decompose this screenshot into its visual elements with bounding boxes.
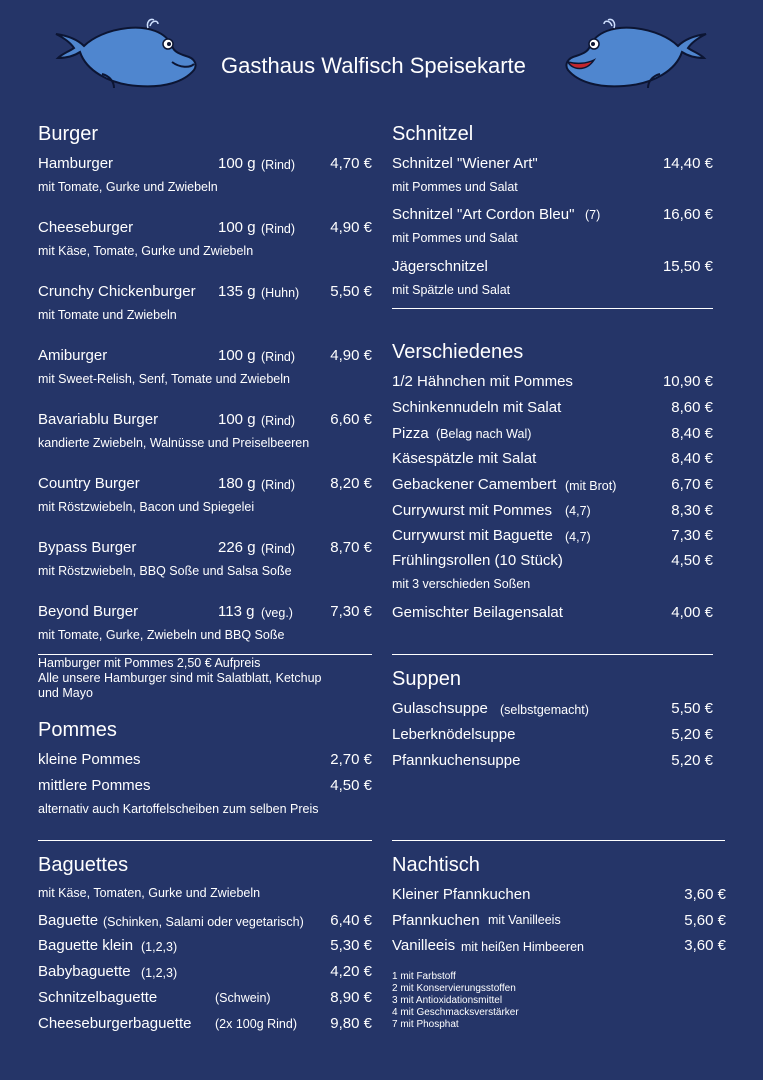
baguettes-heading: Baguettes: [38, 854, 129, 876]
item-price: 5,60 €: [684, 912, 726, 929]
item-extra: (2x 100g Rind): [215, 1017, 297, 1031]
item-price: 8,20 €: [330, 475, 372, 492]
item-name: Leberknödelsuppe: [392, 726, 516, 743]
item-name: Pfannkuchensuppe: [392, 752, 521, 769]
burger-note: Hamburger mit Pommes 2,50 € Aufpreis Alle unsere Hamburger sind mit Salatblatt, Ketchup und Mayo: [38, 656, 322, 700]
divider: [38, 654, 372, 655]
item-extra: (Schinken, Salami oder vegetarisch): [103, 915, 304, 929]
item-meat: (Rind): [261, 542, 296, 556]
item-extra: (mit Brot): [565, 479, 617, 493]
item-name: Baguette klein: [38, 937, 134, 954]
item-price: 8,70 €: [330, 539, 372, 556]
item-name: Cheeseburgerbaguette: [38, 1015, 192, 1032]
footnotes: [392, 971, 519, 1031]
item-name: Currywurst mit Baguette: [392, 527, 553, 544]
whale-left-icon: [52, 18, 202, 92]
item-price: 3,60 €: [684, 886, 726, 903]
item-price: 10,90 €: [662, 373, 713, 390]
item-desc: mit Sweet-Relish, Senf, Tomate und Zwiebeln: [38, 372, 290, 386]
item-name: Amiburger: [38, 347, 108, 364]
item-weight: 100 g: [218, 155, 256, 172]
item-meat: (Rind): [261, 350, 296, 364]
item-name: Käsespätzle mit Salat: [392, 450, 537, 467]
item-desc: mit Spätzle und Salat: [392, 283, 511, 297]
item-name: kleine Pommes: [38, 751, 141, 768]
item-desc: mit Tomate, Gurke, Zwiebeln und BBQ Soße: [38, 628, 285, 642]
footnote: 3 mit Antioxidationsmittel: [392, 995, 503, 1006]
item-extra: (Belag nach Wal): [436, 427, 532, 441]
item-name: Schnitzelbaguette: [38, 989, 158, 1006]
item-name: Gebackener Camembert: [392, 476, 557, 493]
item-name: Jägerschnitzel: [392, 258, 488, 275]
burger-heading: Burger: [38, 123, 99, 145]
item-extra: mit heißen Himbeeren: [461, 940, 584, 954]
item-extra: mit Vanilleeis: [488, 913, 561, 927]
item-desc: mit Käse, Tomate, Gurke und Zwiebeln: [38, 244, 254, 258]
item-weight: 226 g: [218, 539, 256, 556]
whale-right-icon: [560, 18, 710, 92]
pommes-heading: Pommes: [38, 719, 117, 741]
item-price: 4,70 €: [330, 155, 372, 172]
item-name: Cheeseburger: [38, 219, 134, 236]
item-price: 5,30 €: [330, 937, 372, 954]
divider: [392, 654, 713, 655]
item-desc: mit Pommes und Salat: [392, 231, 518, 245]
item-meat: (Rind): [261, 414, 296, 428]
item-price: 8,40 €: [671, 450, 713, 467]
item-price: 8,40 €: [671, 425, 713, 442]
footnote: 2 mit Konservierungsstoffen: [392, 983, 516, 994]
item-price: 8,60 €: [671, 399, 713, 416]
item-weight: 180 g: [218, 475, 256, 492]
baguettes-desc: mit Käse, Tomaten, Gurke und Zwiebeln: [38, 886, 261, 900]
suppen-heading: Suppen: [392, 668, 461, 690]
item-name: Baguette: [38, 912, 99, 929]
item-price: 6,70 €: [671, 476, 713, 493]
item-price: 14,40 €: [662, 155, 713, 172]
item-weight: 113 g: [218, 603, 255, 620]
item-price: 7,30 €: [671, 527, 713, 544]
item-desc: mit Pommes und Salat: [392, 180, 518, 194]
item-price: 4,20 €: [330, 963, 372, 980]
item-name: Crunchy Chickenburger: [38, 283, 196, 300]
item-extra: (selbstgemacht): [500, 703, 589, 717]
divider: [392, 308, 713, 309]
item-price: 5,20 €: [671, 752, 713, 769]
item-price: 5,20 €: [671, 726, 713, 743]
divider: [38, 840, 372, 841]
item-extra: (7): [585, 208, 601, 222]
item-name: Schnitzel "Art Cordon Bleu": [392, 206, 575, 223]
item-name: Schnitzel "Wiener Art": [392, 155, 538, 172]
item-desc: mit Tomate und Zwiebeln: [38, 308, 177, 322]
nachtisch-heading: Nachtisch: [392, 854, 480, 876]
item-name: Gulaschsuppe: [392, 700, 488, 717]
item-desc: mit Tomate, Gurke und Zwiebeln: [38, 180, 218, 194]
footnote: 7 mit Phosphat: [392, 1019, 459, 1030]
item-desc: mit 3 verschieden Soßen: [392, 577, 531, 591]
item-price: 6,60 €: [330, 411, 372, 428]
item-name: Country Burger: [38, 475, 140, 492]
item-price: 15,50 €: [662, 258, 713, 275]
item-extra: (4,7): [565, 504, 591, 518]
item-meat: (Rind): [261, 222, 296, 236]
item-meat: (veg.): [261, 606, 293, 620]
item-desc: kandierte Zwiebeln, Walnüsse und Preiselbeeren: [38, 436, 310, 450]
item-weight: 135 g: [218, 283, 256, 300]
pommes-note: alternativ auch Kartoffelscheiben zum selben Preis: [38, 802, 319, 816]
footnote: 1 mit Farbstoff: [392, 971, 456, 982]
item-name: Vanilleeis: [392, 937, 456, 954]
item-meat: (Rind): [261, 158, 296, 172]
item-name: mittlere Pommes: [38, 777, 151, 794]
item-name: Hamburger: [38, 155, 114, 172]
item-name: Pfannkuchen: [392, 912, 480, 929]
item-name: Schinkennudeln mit Salat: [392, 399, 562, 416]
item-name: Bavariablu Burger: [38, 411, 159, 428]
item-desc: mit Röstzwiebeln, Bacon und Spiegelei: [38, 500, 255, 514]
verschiedenes-heading: Verschiedenes: [392, 341, 524, 363]
item-extra: (1,2,3): [141, 940, 178, 954]
item-name: Kleiner Pfannkuchen: [392, 886, 531, 903]
item-weight: 100 g: [218, 219, 256, 236]
divider: [392, 840, 725, 841]
schnitzel-heading: Schnitzel: [392, 123, 474, 145]
item-name: Beyond Burger: [38, 603, 139, 620]
item-extra: (4,7): [565, 530, 591, 544]
item-name: Currywurst mit Pommes: [392, 502, 553, 519]
item-price: 4,50 €: [330, 777, 372, 794]
item-price: 4,00 €: [671, 604, 713, 621]
item-name: Babybaguette: [38, 963, 131, 980]
item-name: Frühlingsrollen (10 Stück): [392, 552, 563, 569]
item-price: 4,90 €: [330, 347, 372, 364]
page-title: Gasthaus Walfisch Speisekarte: [221, 53, 526, 78]
item-price: 16,60 €: [662, 206, 713, 223]
item-weight: 100 g: [218, 347, 256, 364]
item-price: 2,70 €: [330, 751, 372, 768]
item-meat: (Rind): [261, 478, 296, 492]
footnote: 4 mit Geschmacksverstärker: [392, 1007, 519, 1018]
item-price: 8,90 €: [330, 989, 372, 1006]
item-extra: (1,2,3): [141, 966, 178, 980]
item-price: 7,30 €: [330, 603, 372, 620]
item-extra: (Schwein): [215, 991, 271, 1005]
item-price: 4,90 €: [330, 219, 372, 236]
item-name: 1/2 Hähnchen mit Pommes: [392, 373, 573, 390]
item-price: 5,50 €: [671, 700, 713, 717]
item-weight: 100 g: [218, 411, 256, 428]
item-price: 8,30 €: [671, 502, 713, 519]
item-price: 5,50 €: [330, 283, 372, 300]
item-price: 3,60 €: [684, 937, 726, 954]
item-meat: (Huhn): [261, 286, 300, 300]
item-price: 6,40 €: [330, 912, 372, 929]
item-name: Bypass Burger: [38, 539, 137, 556]
item-price: 4,50 €: [671, 552, 713, 569]
item-price: 9,80 €: [330, 1015, 372, 1032]
item-name: Gemischter Beilagensalat: [392, 604, 563, 621]
item-name: Pizza: [392, 425, 429, 442]
item-desc: mit Röstzwiebeln, BBQ Soße und Salsa Soße: [38, 564, 292, 578]
